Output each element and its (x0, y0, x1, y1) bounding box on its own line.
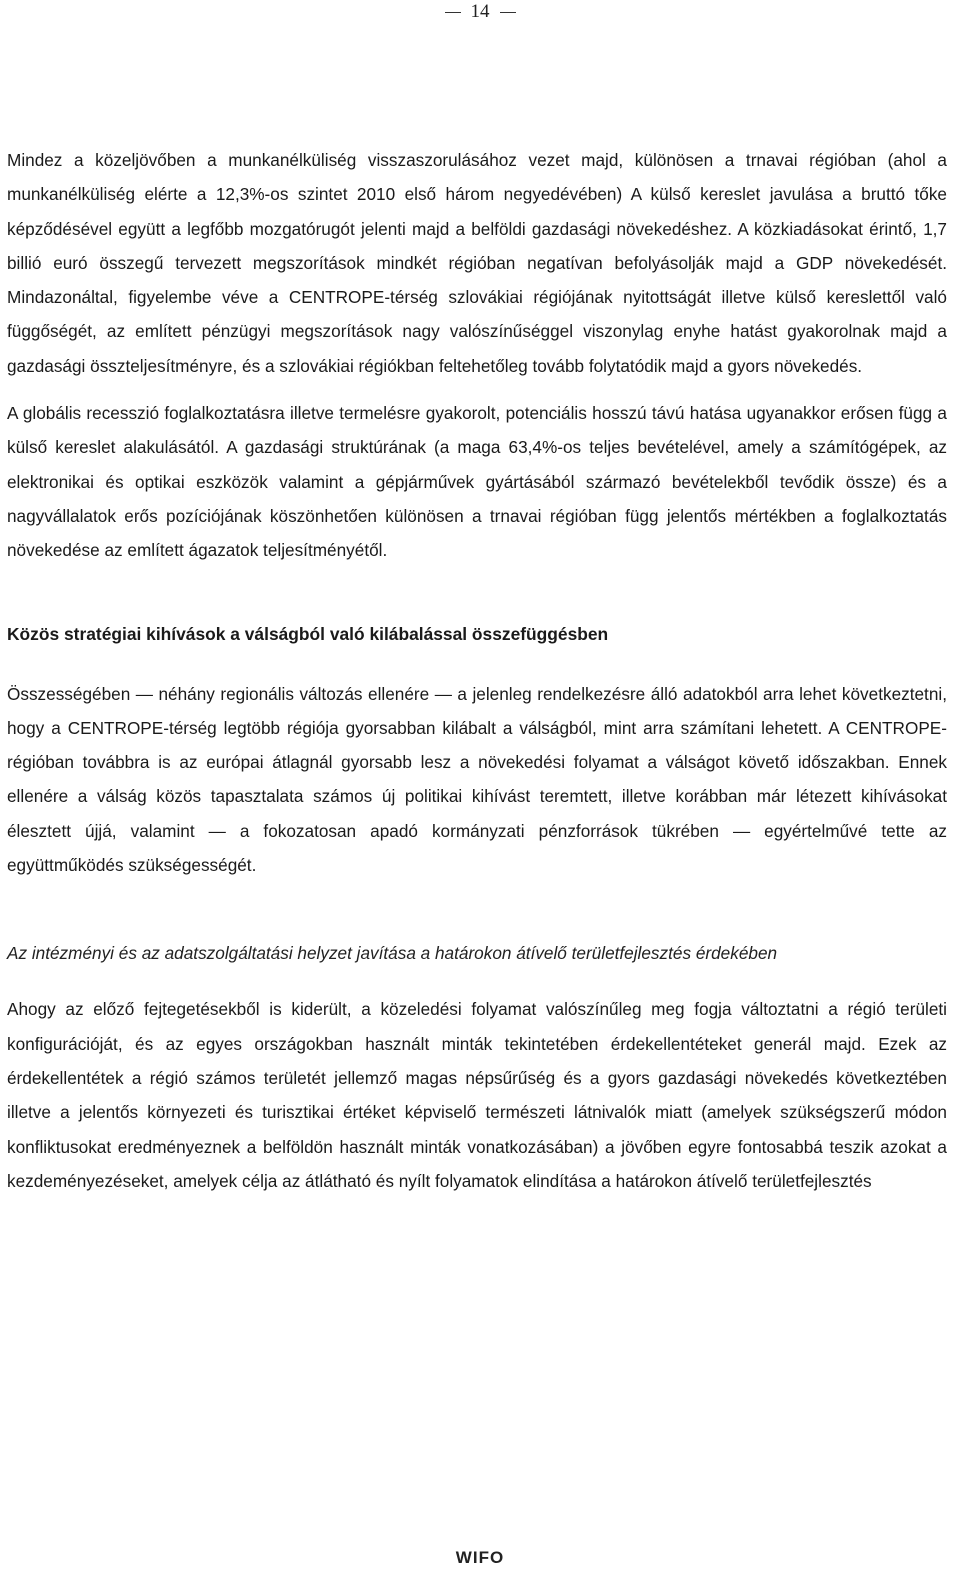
paragraph-subsection: Ahogy az előző fejtegetésekből is kiderült, a közeledési folyamat valószínűleg meg fogja változtatni a régió területi konfigurációját, és az egyes országokban használt minták tekintetében érdekellentéteket generál majd. Ezek az érdekellentétek a régió számos területét jellemző magas népsűrűség és a gyors gazdasági növekedés következtében illetve a jelentős környezeti és turisztikai értéket képviselő természeti látnivalók miatt (amelyek szükségszerű módon konfliktusokat eredményeznek a belföldön használt minták vonatkozásában) a jövőben egyre fontosabbá teszik azokat a kezdeményezéseket, amelyek célja az átlátható és nyílt folyamatok elindítása a határokon átívelő területfejlesztés (7, 999, 947, 1191)
subsection-heading: Az intézményi és az adatszolgáltatási helyzet javítása a határokon átívelő területfejlesztés érdekében (7, 943, 778, 964)
wifo-logo: WIFO (455, 1548, 505, 1567)
section-heading: Közös stratégiai kihívások a válságból való kilábalással összefüggésben (7, 623, 609, 644)
paragraph-intro-2: A globális recesszió foglalkoztatásra illetve termelésre gyakorolt, potenciális hosszú távú hatása ugyanakkor erősen függ a külső kereslet alakulásától. A gazdasági struktúrának (a maga 63,4%-os teljes bevételével, amely a számítógépek, az elektronikai és optikai eszközök valamint a gépjárművek gyártásából származó bevételekből tevődik össze) és a nagyvállalatok erős pozíciójának köszönhetően különösen a trnavai régióban függ jelentős mértékben a foglalkoztatás növekedése az említett ágazatok teljesítményétől. (7, 403, 947, 561)
page-header (0, 0, 960, 24)
paragraph-section: Összességében — néhány regionális változás ellenére — a jelenleg rendelkezésre álló adatokból arra lehet következtetni, hogy a CENTROPE-térség legtöbb régiója gyorsabban kilábalt a válságból, mint arra számítani lehetett. A CENTROPE-régióban továbbra is az európai átlagnál gyorsabb lesz a növekedési folyamat a válságot követő időszakban. Ennek ellenére a válság közös tapasztalata számos új politikai kihívást teremtett, illetve korábban már létezett kihívásokat élesztett újjá, valamint — a fokozatosan apadó kormányzati pénzforrások tükrében — egyértelművé tette az együttműködés szükségességét. (7, 683, 947, 876)
document-body (7, 143, 947, 1198)
paragraph-intro-1: Mindez a közeljövőben a munkanélküliség visszaszorulásához vezet majd, különösen a trnavai régióban (ahol a munkanélküliség elérte a 12,3%-os szintet 2010 első három negyedévében) A külső kereslet javulása a bruttó tőke képződésével együtt a legfőbb mozgatórugót jelenti majd a belföldi gazdasági növekedéshez. A közkiadásokat érintő, 1,7 billió euró összegű tervezett megszorítások mindkét régióban negatívan befolyásolják majd a GDP növekedését. Mindazonáltal, figyelembe véve a CENTROPE-térség szlovákiai régiójának nyitottságát illetve külső kereslettől való függőségét, az említett pénzügyi megszorítások nagy valószínűséggel viszonylag enyhe hatást gyakorolnak majd a gazdasági összteljesítményre, és a szlovákiai régiókban feltehetőleg tovább folytatódik majd a gyors növekedés. (7, 150, 947, 376)
page-number: 14 (435, 0, 526, 24)
